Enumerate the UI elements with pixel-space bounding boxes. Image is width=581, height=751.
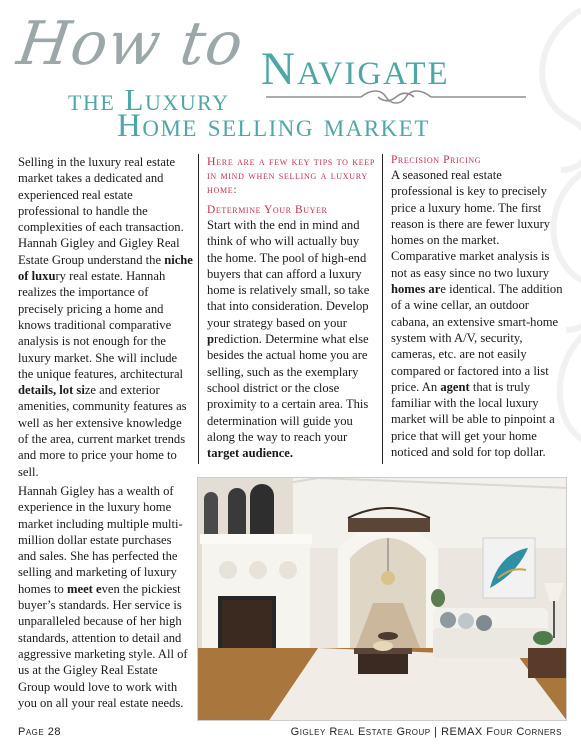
bold-text: meet e — [66, 581, 102, 596]
precision-pricing-body: A seasoned real estate professional is key to precisely price a luxury home. The first reason is there are fewer luxury homes on the market. Comparative market analysis is not as easy since no two luxury homes are identical. The addition of a wine cellar, an outdoor cabana, an extensive smart-home system with A/V, security, cameras, etc. are not easily compared or factored into a list price. An agent that is truly familiar with the local luxury market will be able to pinpoint a price that will get your home noticed and sold for top dollar. — [391, 168, 563, 460]
determine-buyer-heading: Determine Your Buyer — [207, 204, 328, 216]
column-divider — [198, 154, 199, 464]
determine-buyer-body: Start with the end in mind and think of who will actually buy the home. The pool of high-end buyers that can afford a luxury home is relatively small, so take that into consideration. Develop your strategy based on your prediction. Determine what else besides the actual home you are selling, such as the exemplary school district or the close proximity to a certain area. This determination will guide you along the way to reach your target audience. — [207, 218, 370, 461]
intro-column-continued — [18, 483, 192, 711]
column-divider — [382, 154, 383, 464]
intro-column — [18, 154, 194, 480]
living-room-illustration — [198, 478, 567, 721]
living-room-photo — [197, 477, 567, 721]
title-script-how-to: How to — [13, 9, 249, 79]
bold-text: niche of luxu — [18, 252, 193, 284]
bold-text: homes ar — [391, 282, 441, 297]
bold-text: details, lot si — [18, 383, 85, 398]
title-navigate: Navigate — [261, 43, 450, 95]
intro-paragraph-1: Selling in the luxury real estate market takes a dedicated and experienced real estate professional to handle the complexities of each transaction. Hannah Gigley and Gigley Real Estate Group understand the niche of luxury real estate. Hannah realizes the importance of precisely pricing a home and knows traditional comparative analysis is not enough for the luxury market. She will include the unique features, architectural details, lot size and exterior amenities, community features as well as her extensive knowledge of the area, current market trends and more to price your home to sell. — [18, 155, 193, 479]
tips-column — [207, 154, 377, 461]
title-home-selling-market: Home selling market — [117, 108, 430, 144]
flourish-divider-icon — [266, 89, 526, 105]
precision-pricing-heading: Precision Pricing — [391, 154, 482, 166]
intro-paragraph-2: Hannah Gigley has a wealth of experience in the luxury home market including multiple multi-million dollar estate purchases and sales. She has perfected the selling and marketing of luxury homes to meet even the pickiest buyer’s standards. Her service is unparalleled because of her high standards, attention to detail and aggressive marketing style. All of us at the Gigley Real Estate Group would love to work with you on all your real estate needs. — [18, 484, 188, 710]
bold-text: target audience. — [207, 446, 294, 461]
bold-text: agent — [440, 379, 470, 394]
tips-callout: Here are a few key tips to keep in mind when selling a luxury home: — [207, 154, 376, 196]
footer-brand: Gigley Real Estate Group | REMAX Four Corners — [290, 726, 562, 738]
title-the-luxury: the Luxury — [68, 82, 230, 117]
pricing-column — [391, 154, 563, 460]
page-number: Page 28 — [18, 726, 62, 738]
bold-text: p — [207, 332, 215, 347]
